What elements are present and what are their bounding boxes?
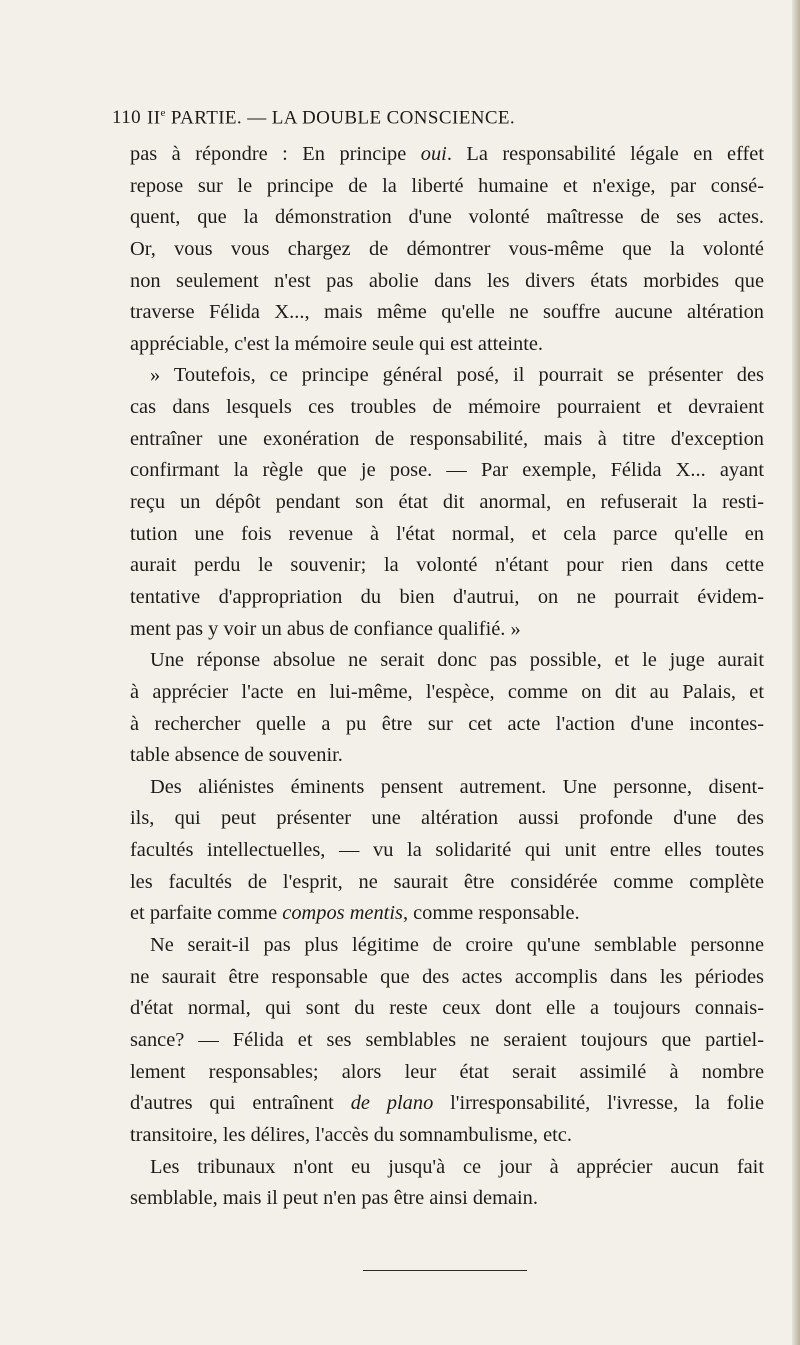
text-line: sance? — Félida et ses semblables ne seraient toujours que partiel- (130, 1028, 764, 1051)
text-line: d'autres qui entraînent de plano l'irresponsabilité, l'ivresse, la folie (130, 1092, 764, 1115)
running-head (112, 107, 632, 133)
paragraph (130, 645, 764, 772)
text-line: facultés intellectuelles, — vu la solidarité qui unit entre elles toutes (130, 839, 764, 862)
paragraph (130, 139, 764, 360)
paragraph (130, 360, 764, 645)
paragraph (130, 772, 764, 930)
text-line: confirmant la règle que je pose. — Par exemple, Félida X... ayant (130, 459, 764, 482)
text-line: transitoire, les délires, l'accès du somnambulisme, etc. (130, 1123, 572, 1146)
text-line: lement responsables; alors leur état serait assimilé à nombre (130, 1060, 764, 1083)
text-line: » Toutefois, ce principe général posé, il pourrait se présenter des (150, 364, 764, 387)
text-line: traverse Félida X..., mais même qu'elle ne souffre aucune altération (130, 301, 764, 324)
text-line: repose sur le principe de la liberté humaine et n'exige, par consé- (130, 174, 764, 197)
text-line: d'état normal, qui sont du reste ceux dont elle a toujours connais- (130, 997, 764, 1020)
text-line: Une réponse absolue ne serait donc pas possible, et le juge aurait (150, 649, 764, 672)
footer-rule (363, 1270, 527, 1271)
text-line: les facultés de l'esprit, ne saurait être considérée comme complète (130, 870, 764, 893)
text-line: ment pas y voir un abus de confiance qualifié. » (130, 617, 521, 640)
text-line: quent, que la démonstration d'une volonté maîtresse de ses actes. (130, 206, 764, 229)
text-line: pas à répondre : En principe oui. La responsabilité légale en effet (130, 143, 765, 165)
text-line: non seulement n'est pas abolie dans les divers états morbides que (130, 269, 764, 292)
chapter-title: IIe PARTIE. — LA DOUBLE CONSCIENCE. (147, 107, 516, 129)
page-edge (792, 0, 800, 1345)
text-line: semblable, mais il peut n'en pas être ainsi demain. (130, 1187, 538, 1210)
text-line: à apprécier l'acte en lui-même, l'espèce, comme on dit au Palais, et (130, 680, 764, 703)
page-number: 110 (112, 107, 141, 128)
paragraph (130, 930, 764, 1151)
text-line: et parfaite comme compos mentis, comme responsable. (130, 902, 580, 925)
text-line: Ne serait-il pas plus légitime de croire qu'une semblable personne (150, 934, 764, 957)
text-line: ne saurait être responsable que des actes accomplis dans les périodes (130, 965, 764, 988)
body-text (130, 139, 764, 1215)
text-line: cas dans lesquels ces troubles de mémoire pourraient et devraient (130, 396, 764, 419)
text-line: table absence de souvenir. (130, 744, 343, 767)
text-line: à rechercher quelle a pu être sur cet acte l'action d'une incontes- (130, 712, 764, 735)
text-line: tution une fois revenue à l'état normal, et cela parce qu'elle en (130, 522, 764, 545)
text-line: Les tribunaux n'ont eu jusqu'à ce jour à apprécier aucun fait (150, 1155, 764, 1178)
text-line: Des aliénistes éminents pensent autrement. Une personne, disent- (150, 775, 764, 798)
text-line: tentative d'appropriation du bien d'autrui, on ne pourrait évidem- (130, 585, 764, 608)
text-line: ils, qui peut présenter une altération aussi profonde d'une des (130, 807, 764, 830)
paragraph (130, 1152, 764, 1215)
text-line: aurait perdu le souvenir; la volonté n'étant pour rien dans cette (130, 554, 764, 577)
text-line: entraîner une exonération de responsabilité, mais à titre d'exception (130, 427, 764, 450)
text-line: Or, vous vous chargez de démontrer vous-même que la volonté (130, 237, 764, 260)
text-line: reçu un dépôt pendant son état dit anormal, en refuserait la resti- (130, 491, 764, 514)
text-line: appréciable, c'est la mémoire seule qui est atteinte. (130, 332, 544, 355)
